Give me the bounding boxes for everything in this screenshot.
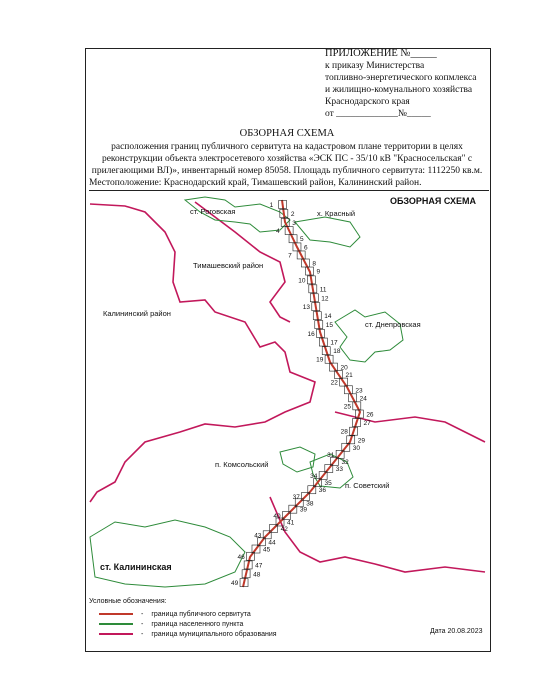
legend-text: граница муниципального образования	[151, 630, 277, 638]
segment-number: 27	[363, 420, 371, 428]
legend-dash: -	[141, 610, 144, 618]
segment-number: 15	[325, 322, 333, 330]
settlement-boundary-krasny	[295, 217, 360, 247]
segment-number: 36	[318, 487, 327, 495]
segment-number: 39	[299, 506, 308, 514]
settlement-boundary-kalininskaya	[90, 520, 245, 587]
segment-number: 30	[352, 444, 361, 452]
segment-number: 11	[319, 286, 327, 294]
segment-number: 37	[292, 493, 300, 501]
legend-item	[89, 619, 485, 629]
segment-number: 31	[327, 451, 335, 459]
map-canvas	[85, 192, 489, 592]
label-dneprovskaya: ст. Днепровская	[365, 320, 421, 329]
segment-number: 8	[312, 260, 316, 268]
label-timashevsky: Тимашевский район	[193, 261, 264, 270]
appendix-number: ПРИЛОЖЕНИЕ №_____	[325, 48, 437, 59]
segment-number: 35	[324, 480, 332, 488]
description-line: реконструкции объекта электросетевого хозяйства «ЭСК ПС - 35/10 кВ "Красносельская" с	[101, 154, 473, 164]
segment-number: 7	[288, 252, 292, 260]
label-krasny: х. Красный	[317, 209, 356, 218]
segment-number: 44	[268, 539, 276, 547]
label-kalininsky: Калининский район	[103, 309, 171, 318]
legend-swatch-servitude	[99, 613, 133, 615]
segment-number: 34	[310, 473, 318, 481]
segment-number: 42	[280, 525, 288, 533]
segment-number: 1	[269, 201, 274, 209]
segment-number: 24	[359, 395, 367, 403]
servitude-line	[243, 200, 360, 587]
document-date: Дата 20.08.2023	[430, 628, 483, 635]
segment-number: 46	[237, 553, 245, 561]
segment-number: 29	[357, 437, 365, 445]
segment-number: 19	[316, 356, 324, 364]
settlement-boundary-komsomolsky	[280, 447, 315, 472]
segment-number: 16	[307, 330, 315, 338]
segment-number: 45	[262, 546, 271, 554]
document-title: ОБЗОРНАЯ СХЕМА	[239, 128, 335, 139]
legend-title: Условные обозначения:	[89, 598, 167, 605]
segment-number: 21	[345, 372, 353, 380]
description-line: прилегающими ВЛ)», инвентарный номер 85058. Площадь публичного сервитута: 1112250 кв.м.	[91, 166, 483, 176]
segment-number: 5	[300, 236, 304, 244]
appendix-line: и жилищно-комунального хозяйства	[325, 85, 473, 95]
appendix-line: к приказу Министерства	[325, 61, 425, 71]
map-title: ОБЗОРНАЯ СХЕМА	[390, 196, 477, 206]
segment-number: 40	[273, 513, 281, 521]
segment-number: 23	[355, 387, 363, 395]
segment-number: 14	[324, 313, 332, 321]
legend-dash: -	[141, 620, 144, 628]
appendix-header	[325, 48, 525, 120]
segment-number: 32	[341, 458, 349, 466]
segment-number: 43	[254, 532, 262, 540]
legend-swatch-municipal	[99, 633, 133, 635]
document-description	[85, 141, 489, 177]
label-kalininskaya: ст. Калининская	[100, 562, 172, 572]
segment-number: 25	[343, 403, 352, 411]
segment-number: 9	[316, 268, 321, 276]
segment-labels	[231, 202, 374, 587]
segment-number: 18	[333, 348, 341, 356]
segment-number: 10	[298, 277, 306, 285]
appendix-line: топливно-энергетического копмлекса	[325, 73, 477, 83]
label-sovetsky: п. Советский	[345, 481, 390, 490]
segment-number: 38	[306, 500, 314, 508]
segment-number: 49	[231, 580, 239, 588]
segment-number: 13	[302, 304, 311, 312]
segment-number: 6	[303, 244, 308, 252]
segment-number: 4	[276, 228, 280, 236]
segment-number: 17	[330, 339, 338, 347]
legend-swatch-settlement	[99, 623, 133, 625]
segment-number: 48	[253, 571, 261, 579]
segment-number: 41	[287, 519, 295, 527]
segment-number: 22	[330, 379, 338, 387]
legend-item	[89, 609, 485, 619]
settlement-boundary-dneprovskaya	[335, 310, 403, 362]
segment-number: 26	[366, 411, 374, 419]
servitude-corridor	[237, 200, 363, 587]
segment-number: 20	[340, 364, 348, 372]
legend-text: граница населенного пункта	[151, 620, 244, 628]
label-komsomolsky: п. Комсольский	[215, 460, 269, 469]
location-text: Местоположение: Краснодарский край, Тимашевский район, Калининский район.	[89, 178, 489, 191]
label-rogovskaya: ст. Роговская	[190, 207, 236, 216]
segment-number: 33	[335, 466, 344, 474]
segment-number: 2	[290, 210, 295, 218]
appendix-line: Краснодарского края	[325, 97, 410, 107]
legend-item	[89, 629, 485, 639]
segment-number: 3	[292, 219, 296, 227]
legend	[89, 598, 485, 639]
appendix-date-line: от _____________№_____	[325, 109, 431, 119]
segment-number: 12	[321, 295, 329, 303]
segment-number: 28	[340, 428, 348, 436]
overview-map	[85, 192, 489, 592]
description-line: расположения границ публичного сервитута на кадастровом плане территории в целях	[111, 142, 463, 152]
legend-dash: -	[141, 630, 144, 638]
legend-text: граница публичного сервитута	[151, 610, 251, 618]
segment-number: 47	[255, 562, 263, 570]
